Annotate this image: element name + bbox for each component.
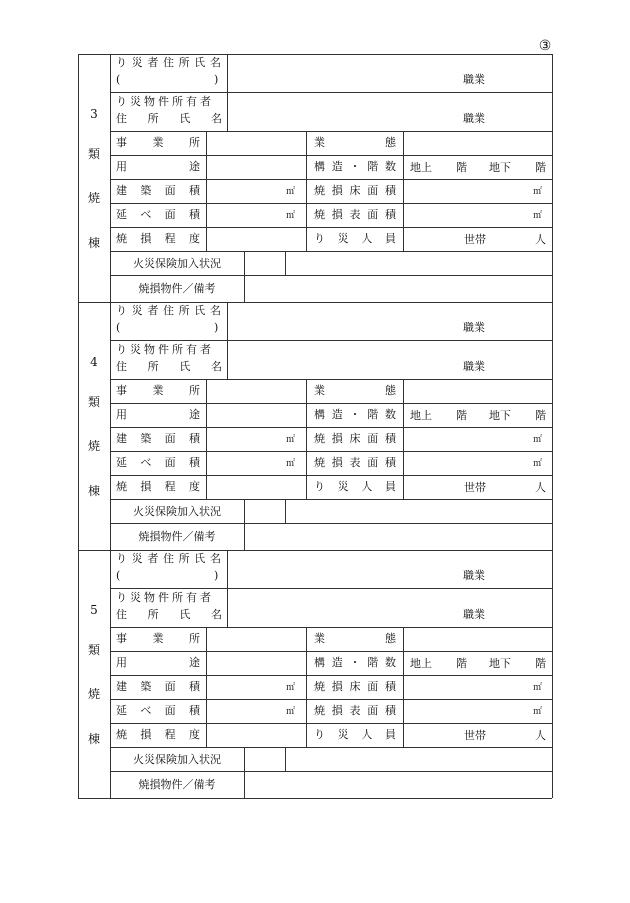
side-label-sho: 焼: [87, 687, 100, 701]
label-floor: 階: [456, 657, 467, 670]
side-label-to: 棟: [87, 484, 100, 498]
label-building-area: 建 築 面 積: [116, 432, 200, 445]
paren-open: (: [116, 73, 121, 86]
label-floor: 階: [456, 409, 467, 422]
unit-sqm: ㎡: [533, 211, 543, 221]
label-victims: り 災 人 員: [314, 232, 396, 245]
unit-sqm: ㎡: [533, 683, 543, 693]
label-structure-floors: 構 造 ・ 階 数: [314, 160, 396, 173]
label-floor: 階: [535, 657, 546, 670]
unit-sqm: ㎡: [533, 435, 543, 445]
label-floor: 階: [456, 161, 467, 174]
label-business-type: 業 態: [314, 632, 396, 645]
label-office: 事 業 所: [116, 136, 200, 149]
label-business-type: 業 態: [314, 136, 396, 149]
label-occupation: 職業: [463, 608, 485, 621]
label-property-owner: り災物件所有者: [116, 591, 214, 604]
label-owner-address-name: 住 所 氏 名: [116, 360, 222, 373]
unit-sqm: ㎡: [286, 435, 296, 445]
side-label-rui: 類: [87, 395, 100, 409]
label-above-ground: 地上: [410, 409, 432, 422]
label-fire-insurance: 火災保険加入状況: [133, 753, 221, 766]
label-burned-surface-area: 焼 損 表 面 積: [314, 208, 396, 221]
label-burned-items-remarks: 焼損物件／備考: [138, 530, 216, 543]
unit-sqm: ㎡: [533, 187, 543, 197]
label-floor: 階: [535, 161, 546, 174]
label-building-area: 建 築 面 積: [116, 184, 200, 197]
paren-close: ): [214, 321, 219, 334]
label-underground: 地下: [489, 409, 511, 422]
label-underground: 地下: [489, 161, 511, 174]
label-occupation: 職業: [463, 321, 485, 334]
section-number: 5: [90, 603, 98, 617]
unit-sqm: ㎡: [286, 187, 296, 197]
label-property-owner: り災物件所有者: [116, 95, 214, 108]
label-occupation: 職業: [463, 73, 485, 86]
label-households: 世帯: [464, 233, 486, 246]
unit-sqm: ㎡: [286, 459, 296, 469]
unit-sqm: ㎡: [286, 683, 296, 693]
label-burned-floor-area: 焼 損 床 面 積: [314, 680, 396, 693]
label-total-floor-area: 延 べ 面 積: [116, 704, 200, 717]
label-burned-floor-area: 焼 損 床 面 積: [314, 184, 396, 197]
label-floor: 階: [535, 409, 546, 422]
label-use: 用 途: [116, 656, 200, 669]
unit-sqm: ㎡: [286, 707, 296, 717]
paren-open: (: [116, 321, 121, 334]
section-number: 4: [90, 355, 98, 369]
label-burned-items-remarks: 焼損物件／備考: [138, 282, 216, 295]
label-persons: 人: [535, 729, 546, 742]
side-label-to: 棟: [87, 732, 100, 746]
label-occupation: 職業: [463, 360, 485, 373]
label-building-area: 建 築 面 積: [116, 680, 200, 693]
label-damage-degree: 焼 損 程 度: [116, 232, 200, 245]
side-label-to: 棟: [87, 236, 100, 250]
label-total-floor-area: 延 べ 面 積: [116, 456, 200, 469]
label-fire-insurance: 火災保険加入状況: [133, 505, 221, 518]
label-burned-surface-area: 焼 損 表 面 積: [314, 456, 396, 469]
label-office: 事 業 所: [116, 384, 200, 397]
side-label-rui: 類: [87, 147, 100, 161]
label-property-owner: り災物件所有者: [116, 343, 214, 356]
label-structure-floors: 構 造 ・ 階 数: [314, 656, 396, 669]
label-above-ground: 地上: [410, 161, 432, 174]
label-persons: 人: [535, 481, 546, 494]
side-label-rui: 類: [87, 643, 100, 657]
label-occupation: 職業: [463, 112, 485, 125]
section-number: 3: [90, 107, 98, 121]
side-label-sho: 焼: [87, 191, 100, 205]
side-label-sho: 焼: [87, 439, 100, 453]
label-above-ground: 地上: [410, 657, 432, 670]
label-victim-address-name: り 災 者 住 所 氏 名: [116, 56, 222, 69]
label-households: 世帯: [464, 481, 486, 494]
label-business-type: 業 態: [314, 384, 396, 397]
label-damage-degree: 焼 損 程 度: [116, 728, 200, 741]
label-victim-address-name: り 災 者 住 所 氏 名: [116, 304, 222, 317]
label-burned-items-remarks: 焼損物件／備考: [138, 778, 216, 791]
unit-sqm: ㎡: [533, 707, 543, 717]
unit-sqm: ㎡: [286, 211, 296, 221]
unit-sqm: ㎡: [533, 459, 543, 469]
label-victim-address-name: り 災 者 住 所 氏 名: [116, 552, 222, 565]
label-burned-surface-area: 焼 損 表 面 積: [314, 704, 396, 717]
label-fire-insurance: 火災保険加入状況: [133, 257, 221, 270]
label-underground: 地下: [489, 657, 511, 670]
label-owner-address-name: 住 所 氏 名: [116, 608, 222, 621]
label-owner-address-name: 住 所 氏 名: [116, 112, 222, 125]
label-victims: り 災 人 員: [314, 728, 396, 741]
label-victims: り 災 人 員: [314, 480, 396, 493]
label-office: 事 業 所: [116, 632, 200, 645]
page-number: ③: [538, 38, 552, 54]
label-burned-floor-area: 焼 損 床 面 積: [314, 432, 396, 445]
label-structure-floors: 構 造 ・ 階 数: [314, 408, 396, 421]
paren-close: ): [214, 569, 219, 582]
label-use: 用 途: [116, 408, 200, 421]
label-occupation: 職業: [463, 569, 485, 582]
label-use: 用 途: [116, 160, 200, 173]
label-persons: 人: [535, 233, 546, 246]
label-damage-degree: 焼 損 程 度: [116, 480, 200, 493]
label-total-floor-area: 延 べ 面 積: [116, 208, 200, 221]
paren-open: (: [116, 569, 121, 582]
paren-close: ): [214, 73, 219, 86]
label-households: 世帯: [464, 729, 486, 742]
